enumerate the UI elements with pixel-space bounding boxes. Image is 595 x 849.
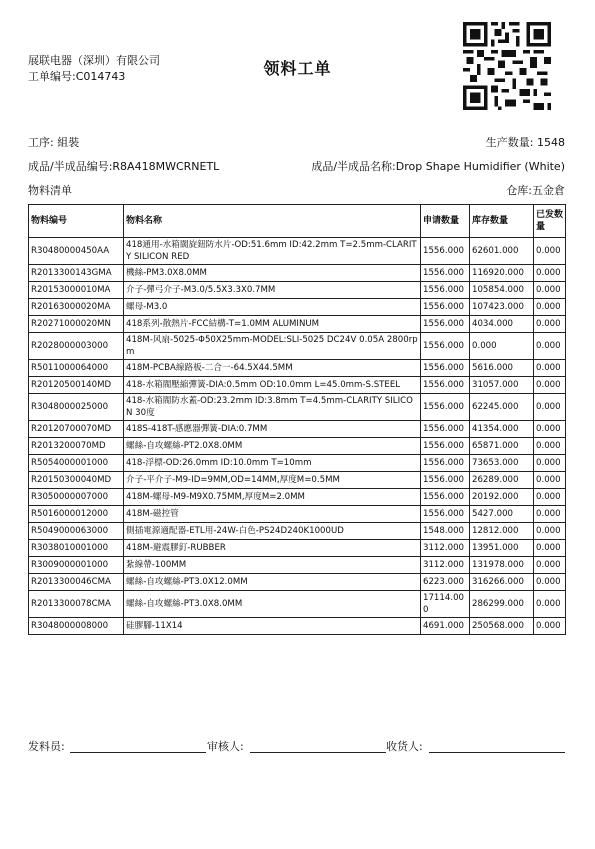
cell-stock-qty: 62245.000: [470, 394, 534, 421]
cell-material-code: R3038010001000: [29, 540, 124, 557]
cell-requested-qty: 1548.000: [421, 523, 470, 540]
cell-issued-qty: 0.000: [534, 591, 566, 618]
cell-material-code: R20120500140MD: [29, 377, 124, 394]
cell-requested-qty: 1556.000: [421, 238, 470, 265]
cell-material-name: 418系列-散熱片-FCC結構-T=1.0MM ALUMINUM: [124, 316, 421, 333]
cell-issued-qty: 0.000: [534, 472, 566, 489]
cell-requested-qty: 1556.000: [421, 265, 470, 282]
cell-issued-qty: 0.000: [534, 316, 566, 333]
cell-material-code: R5011000064000: [29, 360, 124, 377]
cell-issued-qty: 0.000: [534, 489, 566, 506]
table-row: [29, 489, 566, 506]
cell-material-code: R2013300046CMA: [29, 574, 124, 591]
warehouse: 仓库:五金倉: [506, 184, 565, 197]
process-label: 工序: 組裝: [28, 136, 80, 149]
table-row: [29, 360, 566, 377]
table-row: [29, 618, 566, 635]
cell-stock-qty: 250568.000: [470, 618, 534, 635]
cell-material-code: R20163000020MA: [29, 299, 124, 316]
cell-issued-qty: 0.000: [534, 394, 566, 421]
cell-material-name: 螺母-M3.0: [124, 299, 421, 316]
table-row: [29, 438, 566, 455]
cell-requested-qty: 1556.000: [421, 282, 470, 299]
cell-requested-qty: 3112.000: [421, 540, 470, 557]
cell-issued-qty: 0.000: [534, 438, 566, 455]
cell-issued-qty: 0.000: [534, 333, 566, 360]
col-header-material-code: 物料编号: [29, 205, 124, 238]
cell-issued-qty: 0.000: [534, 540, 566, 557]
cell-stock-qty: 116920.000: [470, 265, 534, 282]
cell-requested-qty: 1556.000: [421, 299, 470, 316]
cell-material-name: 418M-磁控管: [124, 506, 421, 523]
table-row: [29, 421, 566, 438]
cell-material-code: R2013200070MD: [29, 438, 124, 455]
cell-stock-qty: 12812.000: [470, 523, 534, 540]
cell-material-name: 418-浮標-OD:26.0mm ID:10.0mm T=10mm: [124, 455, 421, 472]
cell-stock-qty: 20192.000: [470, 489, 534, 506]
cell-material-name: 418-水箱閥防水蓋-OD:23.2mm ID:3.8mm T=4.5mm-CLARITY SILICON 30度: [124, 394, 421, 421]
cell-issued-qty: 0.000: [534, 557, 566, 574]
col-header-requested-qty: 申请数量: [421, 205, 470, 238]
receiver-signature-line[interactable]: [429, 752, 565, 753]
cell-requested-qty: 1556.000: [421, 316, 470, 333]
cell-issued-qty: 0.000: [534, 299, 566, 316]
cell-requested-qty: 1556.000: [421, 421, 470, 438]
cell-issued-qty: 0.000: [534, 360, 566, 377]
table-row: [29, 523, 566, 540]
cell-material-code: R5016000012000: [29, 506, 124, 523]
table-row: [29, 557, 566, 574]
cell-material-name: 螺絲-自攻螺絲-PT3.0X8.0MM: [124, 591, 421, 618]
cell-stock-qty: 131978.000: [470, 557, 534, 574]
col-header-material-name: 物料名称: [124, 205, 421, 238]
cell-requested-qty: 1556.000: [421, 333, 470, 360]
reviewer-signature-line[interactable]: [250, 752, 386, 753]
cell-material-code: R3009000001000: [29, 557, 124, 574]
cell-stock-qty: 13951.000: [470, 540, 534, 557]
cell-stock-qty: 31057.000: [470, 377, 534, 394]
cell-issued-qty: 0.000: [534, 282, 566, 299]
cell-material-code: R2013300143GMA: [29, 265, 124, 282]
cell-material-code: R20120700070MD: [29, 421, 124, 438]
cell-requested-qty: 1556.000: [421, 506, 470, 523]
cell-requested-qty: 1556.000: [421, 394, 470, 421]
cell-issued-qty: 0.000: [534, 265, 566, 282]
cell-material-name: 418M-PCBA線路板-二合一-64.5X44.5MM: [124, 360, 421, 377]
table-row: [29, 316, 566, 333]
cell-stock-qty: 4034.000: [470, 316, 534, 333]
cell-material-name: 側插電源適配器-ETL用-24W-白色-PS24D240K1000UD: [124, 523, 421, 540]
cell-material-code: R5054000001000: [29, 455, 124, 472]
cell-requested-qty: 1556.000: [421, 377, 470, 394]
company-name: 展联电器（深圳）有限公司: [28, 54, 160, 67]
cell-requested-qty: 3112.000: [421, 557, 470, 574]
production-quantity: 生产数量: 1548: [485, 136, 565, 149]
table-row: [29, 299, 566, 316]
cell-stock-qty: 316266.000: [470, 574, 534, 591]
table-row: [29, 282, 566, 299]
cell-stock-qty: 5427.000: [470, 506, 534, 523]
cell-material-code: R2013300078CMA: [29, 591, 124, 618]
cell-material-name: 418-水箱閥壓縮彈簧-DIA:0.5mm OD:10.0mm L=45.0mm-S.STEEL: [124, 377, 421, 394]
cell-material-code: R20150300040MD: [29, 472, 124, 489]
cell-material-name: 418M-螺母-M9-M9X0.75MM,厚度M=2.0MM: [124, 489, 421, 506]
table-header-row: [29, 205, 566, 238]
issuer-signature-line[interactable]: [70, 752, 206, 753]
cell-stock-qty: 107423.000: [470, 299, 534, 316]
cell-material-code: R3050000007000: [29, 489, 124, 506]
cell-material-name: 418M-风扇-5025-Φ50X25mm-MODEL:SLI-5025 DC24V 0.05A 2800rpm: [124, 333, 421, 360]
materials-table: [28, 204, 566, 635]
cell-stock-qty: 62601.000: [470, 238, 534, 265]
cell-issued-qty: 0.000: [534, 506, 566, 523]
page-title: 领料工单: [263, 59, 332, 78]
table-row: [29, 377, 566, 394]
cell-material-name: 機絲-PM3.0X8.0MM: [124, 265, 421, 282]
issuer-label: 发料员:: [28, 740, 65, 753]
cell-stock-qty: 65871.000: [470, 438, 534, 455]
table-row: [29, 265, 566, 282]
cell-material-code: R2028000003000: [29, 333, 124, 360]
work-order-number: 工单编号:C014743: [28, 70, 126, 83]
table-row: [29, 238, 566, 265]
cell-requested-qty: 1556.000: [421, 472, 470, 489]
cell-material-name: 418M-避震膠釘-RUBBER: [124, 540, 421, 557]
qr-code-icon: [463, 22, 551, 110]
cell-material-name: 紮線帶-100MM: [124, 557, 421, 574]
cell-issued-qty: 0.000: [534, 523, 566, 540]
cell-stock-qty: 105854.000: [470, 282, 534, 299]
cell-requested-qty: 17114.000: [421, 591, 470, 618]
reviewer-label: 审核人:: [207, 740, 244, 753]
cell-stock-qty: 73653.000: [470, 455, 534, 472]
table-row: [29, 540, 566, 557]
cell-material-code: R30480000450AA: [29, 238, 124, 265]
table-row: [29, 472, 566, 489]
cell-material-code: R20271000020MN: [29, 316, 124, 333]
cell-material-name: 介子-平介子-M9-ID=9MM,OD=14MM,厚度M=0.5MM: [124, 472, 421, 489]
cell-issued-qty: 0.000: [534, 238, 566, 265]
cell-requested-qty: 6223.000: [421, 574, 470, 591]
product-code: 成品/半成品编号:R8A418MWCRNETL: [28, 160, 220, 173]
cell-stock-qty: 286299.000: [470, 591, 534, 618]
receiver-label: 收货人:: [386, 740, 423, 753]
cell-requested-qty: 1556.000: [421, 360, 470, 377]
cell-material-name: 螺絲-自攻螺絲-PT3.0X12.0MM: [124, 574, 421, 591]
bom-label: 物料清单: [28, 184, 72, 197]
cell-material-name: 418S-418T-感應器彈簧-DIA:0.7MM: [124, 421, 421, 438]
cell-requested-qty: 4691.000: [421, 618, 470, 635]
cell-issued-qty: 0.000: [534, 574, 566, 591]
cell-requested-qty: 1556.000: [421, 455, 470, 472]
table-row: [29, 455, 566, 472]
col-header-issued-qty: 已发数量: [534, 205, 566, 238]
cell-requested-qty: 1556.000: [421, 489, 470, 506]
cell-issued-qty: 0.000: [534, 421, 566, 438]
table-row: [29, 591, 566, 618]
table-row: [29, 506, 566, 523]
cell-material-name: 螺絲-自攻螺絲-PT2.0X8.0MM: [124, 438, 421, 455]
cell-issued-qty: 0.000: [534, 618, 566, 635]
cell-stock-qty: 5616.000: [470, 360, 534, 377]
table-row: [29, 574, 566, 591]
cell-material-code: R20153000010MA: [29, 282, 124, 299]
cell-issued-qty: 0.000: [534, 455, 566, 472]
cell-stock-qty: 26289.000: [470, 472, 534, 489]
cell-material-name: 418通用-水箱闊旋鈕防水片-OD:51.6mm ID:42.2mm T=2.5mm-CLARITY SILICON RED: [124, 238, 421, 265]
product-name: 成品/半成品名称:Drop Shape Humidifier (White): [311, 160, 565, 173]
cell-issued-qty: 0.000: [534, 377, 566, 394]
cell-material-code: R3048000025000: [29, 394, 124, 421]
cell-stock-qty: 0.000: [470, 333, 534, 360]
cell-material-code: R5049000063000: [29, 523, 124, 540]
cell-material-code: R3048000008000: [29, 618, 124, 635]
cell-stock-qty: 41354.000: [470, 421, 534, 438]
col-header-stock-qty: 库存数量: [470, 205, 534, 238]
table-row: [29, 394, 566, 421]
cell-material-name: 介子-彈弓介子-M3.0/5.5X3.3X0.7MM: [124, 282, 421, 299]
table-row: [29, 333, 566, 360]
cell-material-name: 硅膠腳-11X14: [124, 618, 421, 635]
cell-requested-qty: 1556.000: [421, 438, 470, 455]
